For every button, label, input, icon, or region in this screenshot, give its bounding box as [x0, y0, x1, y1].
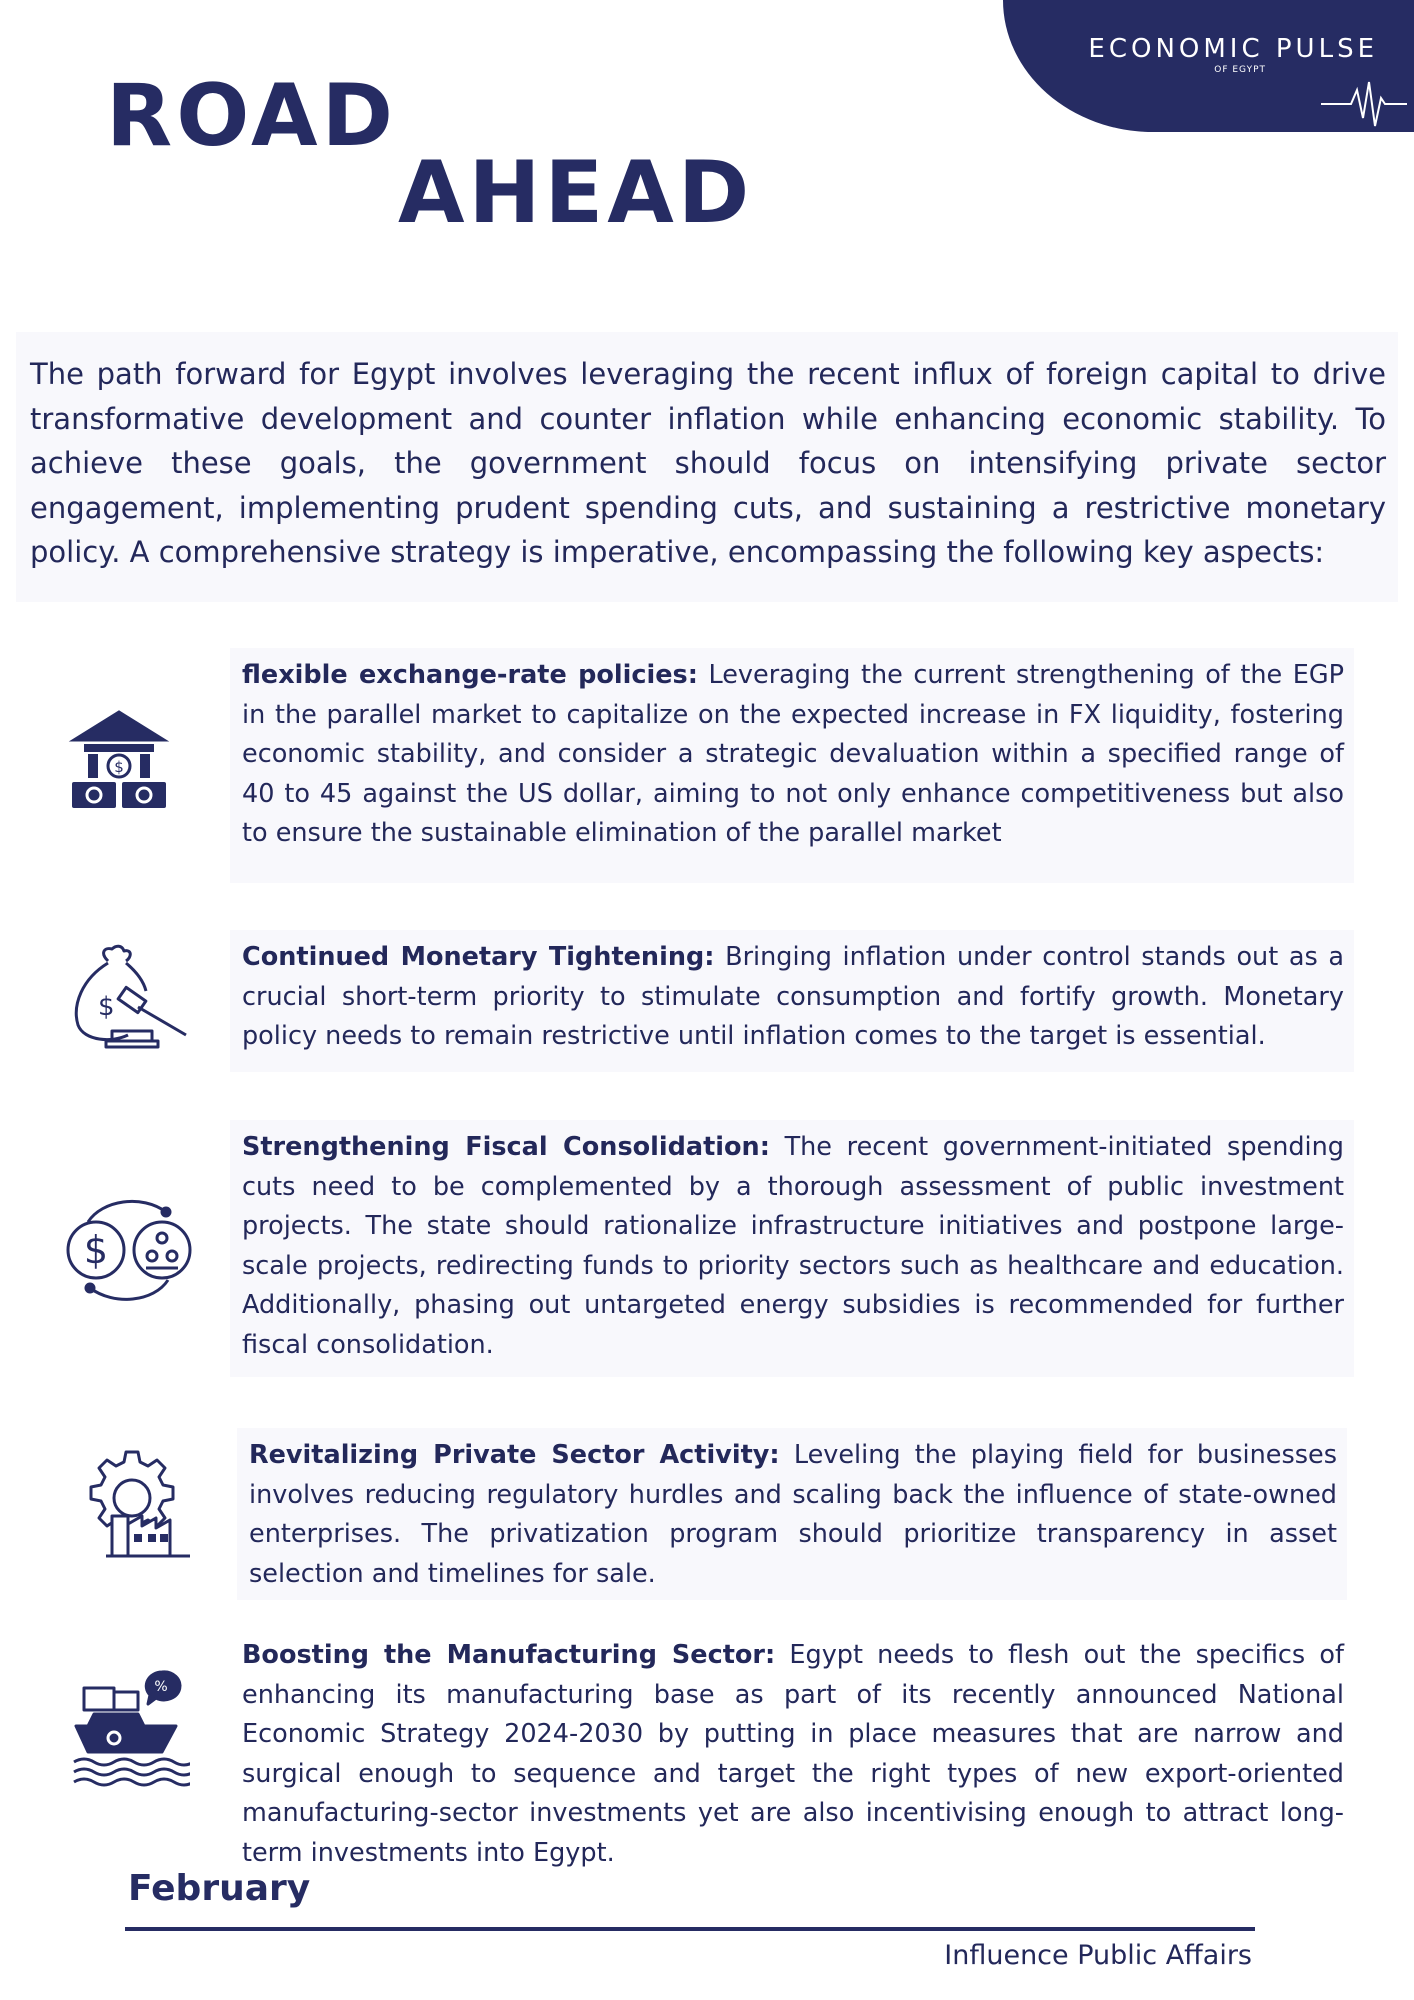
svg-text:$: $	[83, 1228, 109, 1272]
footer-organization: Influence Public Affairs	[944, 1940, 1252, 1971]
svg-text:$: $	[98, 992, 115, 1022]
heartbeat-pulse-icon	[1319, 78, 1409, 130]
item-heading: Revitalizing Private Sector Activity:	[249, 1440, 780, 1470]
list-item-exchange-rate	[230, 648, 1354, 883]
cargo-ship-icon	[70, 1668, 190, 1790]
page-title-line1: ROAD	[106, 66, 397, 166]
item-text	[242, 656, 1344, 854]
list-item-manufacturing	[230, 1628, 1354, 1868]
intro-text: The path forward for Egypt involves leveraging the recent influx of foreign capital to drive transformative development and counter inflation while enhancing economic stability. To achieve these goals, the government should focus on intensifying private sector engagement, implementing prudent spending cuts, and sustaining a restrictive monetary policy. A comprehensive strategy is imperative, encompassing the following key aspects:	[30, 357, 1386, 569]
item-body: Bringing inflation under control stands out as a crucial short-term priority to stimulate consumption and fortify growth. Monetary policy needs to remain restrictive until inflation comes to the target is essential.	[242, 942, 1344, 1051]
header-badge	[1003, 0, 1414, 132]
money-bag-gavel-icon	[68, 943, 192, 1049]
intro-panel	[16, 332, 1398, 602]
item-heading: Boosting the Manufacturing Sector:	[242, 1640, 776, 1670]
footer-divider	[125, 1927, 1255, 1931]
item-heading: flexible exchange-rate policies:	[242, 660, 698, 690]
item-body: Egypt needs to flesh out the specifics of enhancing its manufacturing base as part of its recently announced National Economic Strategy 2024-2030 by putting in place measures that are narrow and surgical enough to sequence and target the right types of new export-oriented manufacturing-sector investments yet are also incentivising enough to attract long-term investments into Egypt.	[242, 1640, 1344, 1868]
item-body: Leveraging the current strengthening of the EGP in the parallel market to capitalize on the expected increase in FX liquidity, fostering economic stability, and consider a strategic devaluation within a specified range of 40 to 45 against the US dollar, aiming to not only enhance competitiveness but also to ensure the sustainable elimination of the parallel market	[242, 660, 1344, 848]
item-text	[242, 938, 1344, 1057]
list-item-monetary-tightening	[230, 930, 1354, 1072]
footer-month: February	[128, 1868, 311, 1909]
dollar-cycle-people-icon	[62, 1192, 194, 1308]
item-text	[242, 1128, 1344, 1365]
item-body: The recent government-initiated spending cuts need to be complemented by a thorough assessment of public investment projects. The state should rationalize infrastructure initiatives and postpone large-scale projects, redirecting funds to priority sectors such as healthcare and education. Additionally, phasing out untargeted energy subsidies is recommended for further fiscal consolidation.	[242, 1132, 1344, 1360]
page-title-line2: AHEAD	[398, 143, 754, 243]
svg-text:$: $	[114, 758, 124, 776]
item-body: Leveling the playing field for businesses involves reducing regulatory hurdles and scaling back the influence of state-owned enterprises. The privatization program should prioritize transparency in asset selection and timelines for sale.	[249, 1440, 1337, 1589]
bank-money-icon	[68, 708, 170, 814]
brand-subtitle: OF EGYPT	[1214, 65, 1266, 75]
list-item-private-sector	[237, 1428, 1347, 1600]
item-heading: Continued Monetary Tightening:	[242, 942, 715, 972]
item-text	[249, 1436, 1337, 1594]
svg-text:%: %	[154, 1679, 168, 1695]
item-heading: Strengthening Fiscal Consolidation:	[242, 1132, 770, 1162]
item-text	[242, 1636, 1344, 1873]
list-item-fiscal-consolidation	[230, 1120, 1354, 1377]
gear-factory-icon	[78, 1446, 194, 1558]
brand-title: ECONOMIC PULSE	[1088, 34, 1378, 64]
